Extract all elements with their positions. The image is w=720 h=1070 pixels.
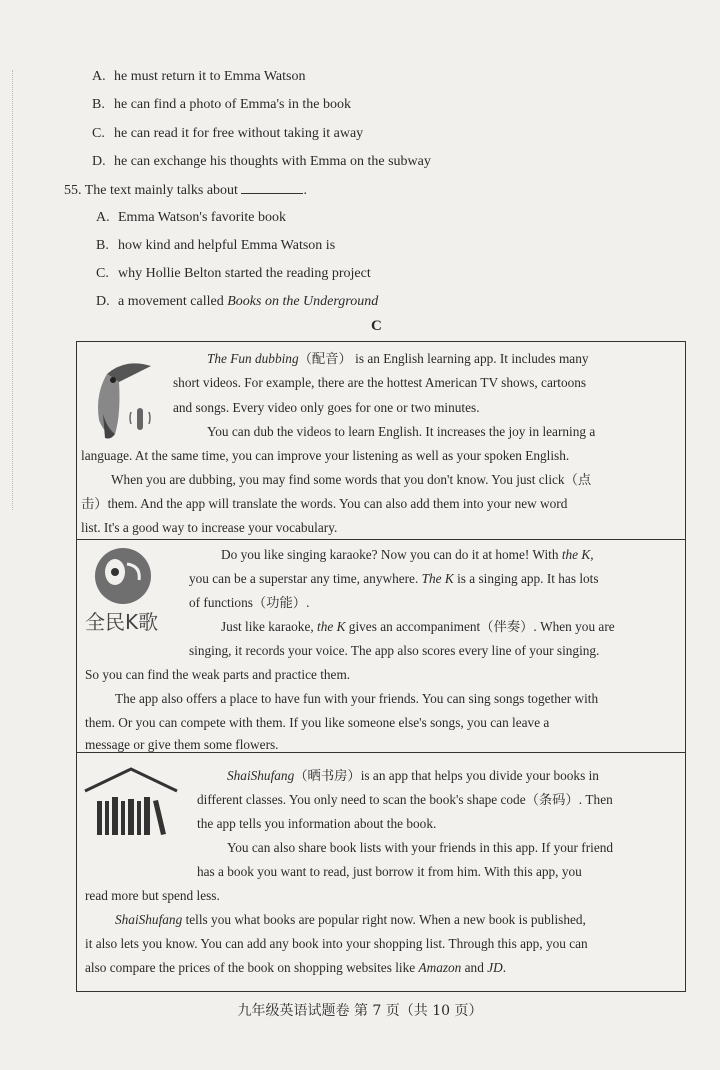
app2-line-2 <box>189 570 599 587</box>
toucan-logo-icon <box>85 354 155 442</box>
italic-text: JD <box>487 960 503 975</box>
app1-line-8: list. It's a good way to increase your vocabulary. <box>81 520 338 535</box>
option-letter: B. <box>92 97 105 112</box>
bookshelf-logo-icon <box>83 765 179 841</box>
section-heading: C <box>371 318 382 334</box>
app-name: ShaiShufang <box>227 768 295 783</box>
app-box-fun-dubbing <box>76 341 686 541</box>
text: is a singing app. It has lots <box>457 571 599 586</box>
option-text: he can exchange his thoughts with Emma on the subway <box>114 154 431 169</box>
app2-line-1 <box>221 546 594 563</box>
option-letter: D. <box>92 154 106 169</box>
karaoke-logo-icon <box>91 546 161 606</box>
app2-line-4 <box>221 618 615 635</box>
app-box-the-k <box>76 539 686 754</box>
text: gives an accompaniment（伴奏）. When you are <box>348 619 615 634</box>
app1-line-3: and songs. Every video only goes for one or two minutes. <box>173 400 480 415</box>
app1-line-4: You can dub the videos to learn English. It increases the joy in learning a <box>207 424 596 439</box>
app-name: ShaiShufang <box>115 912 183 927</box>
app1-line-6: When you are dubbing, you may find some words that you don't know. You just click（点 <box>111 472 592 487</box>
question-text: The text mainly talks about <box>84 183 238 198</box>
option-text: he must return it to Emma Watson <box>114 69 306 84</box>
option-italic-text: Books on the Underground <box>227 294 379 309</box>
option-text: why Hollie Belton started the reading project <box>118 266 371 281</box>
q55-option-d <box>96 293 378 311</box>
text: you can be a superstar any time, anywhere. <box>189 571 419 586</box>
app3-line-4: You can also share book lists with your friends in this app. If your friend <box>227 840 614 855</box>
app1-line-2: short videos. For example, there are the hottest American TV shows, cartoons <box>173 375 587 390</box>
italic-text: Amazon <box>418 960 462 975</box>
option-letter: B. <box>96 238 109 253</box>
app2-line-7: The app also offers a place to have fun with your friends. You can sing songs together with <box>115 691 599 706</box>
option-letter: C. <box>96 266 109 281</box>
app-name-cn: （配音） <box>298 351 352 366</box>
text: Just like karaoke, <box>221 619 314 634</box>
text: also compare the prices of the book on shopping websites like <box>85 960 416 975</box>
app3-line-7 <box>115 911 586 928</box>
q54-option-c <box>92 125 363 143</box>
app1-line-5: language. At the same time, you can improve your listening as well as your spoken English. <box>81 448 570 463</box>
q55-option-b <box>96 237 335 255</box>
option-text: he can find a photo of Emma's in the book <box>114 97 351 112</box>
option-letter: C. <box>92 126 105 141</box>
text: Do you like singing karaoke? Now you can do it at home! With <box>221 547 559 562</box>
option-letter: D. <box>96 294 110 309</box>
app2-line-8: them. Or you can compete with them. If you like someone else's songs, you can leave a <box>85 715 550 730</box>
option-text: how kind and helpful Emma Watson is <box>118 238 336 253</box>
option-text: a movement called <box>118 294 224 309</box>
q54-option-a <box>92 68 305 86</box>
italic-text: the K <box>317 619 346 634</box>
q54-option-b <box>92 96 351 114</box>
italic-text: the K, <box>561 547 594 562</box>
binding-margin <box>12 70 15 510</box>
app-box-shaishufang <box>76 752 686 992</box>
app3-line-6: read more but spend less. <box>85 888 220 903</box>
page-footer: 九年级英语试题卷 第 7 页（共 10 页） <box>237 1003 483 1019</box>
option-text: he can read it for free without taking it away <box>114 126 364 141</box>
text: tells you what books are popular right now. When a new book is published, <box>185 912 586 927</box>
karaoke-logo-text: 全民K歌 <box>85 610 159 634</box>
text: . <box>502 960 507 975</box>
question-number: 55. <box>64 183 82 198</box>
q55-option-c <box>96 265 371 283</box>
italic-text: The K <box>421 571 454 586</box>
app2-line-9: message or give them some flowers. <box>85 737 279 752</box>
question-end: . <box>303 183 307 198</box>
option-letter: A. <box>96 210 110 225</box>
app1-line-1 <box>207 350 589 367</box>
app3-line-9 <box>85 959 506 976</box>
text: （晒书房）is an app that helps you divide your books in <box>294 768 599 783</box>
option-text: Emma Watson's favorite book <box>118 210 286 225</box>
app3-line-8: it also lets you know. You can add any book into your shopping list. Through this app, you can <box>85 936 588 951</box>
option-letter: A. <box>92 69 106 84</box>
app3-line-5: has a book you want to read, just borrow it from him. With this app, you <box>197 864 582 879</box>
app1-line-7: 击）them. And the app will translate the words. You can also add them into your new word <box>81 496 568 511</box>
q55-option-a <box>96 209 286 227</box>
q54-option-d <box>92 153 431 171</box>
text: is an English learning app. It includes many <box>355 351 589 366</box>
app3-line-2: different classes. You only need to scan the book's shape code（条码）. Then <box>197 792 613 807</box>
text: and <box>464 960 484 975</box>
app2-line-5: singing, it records your voice. The app also scores every line of your singing. <box>189 643 600 658</box>
app2-line-6: So you can find the weak parts and practice them. <box>85 667 351 682</box>
app2-line-3: of functions（功能）. <box>189 595 310 610</box>
answer-blank <box>241 181 303 194</box>
app3-line-3: the app tells you information about the book. <box>197 816 437 831</box>
q55-stem <box>64 181 307 200</box>
app3-line-1 <box>227 767 599 784</box>
app-name: The Fun dubbing <box>207 351 299 366</box>
